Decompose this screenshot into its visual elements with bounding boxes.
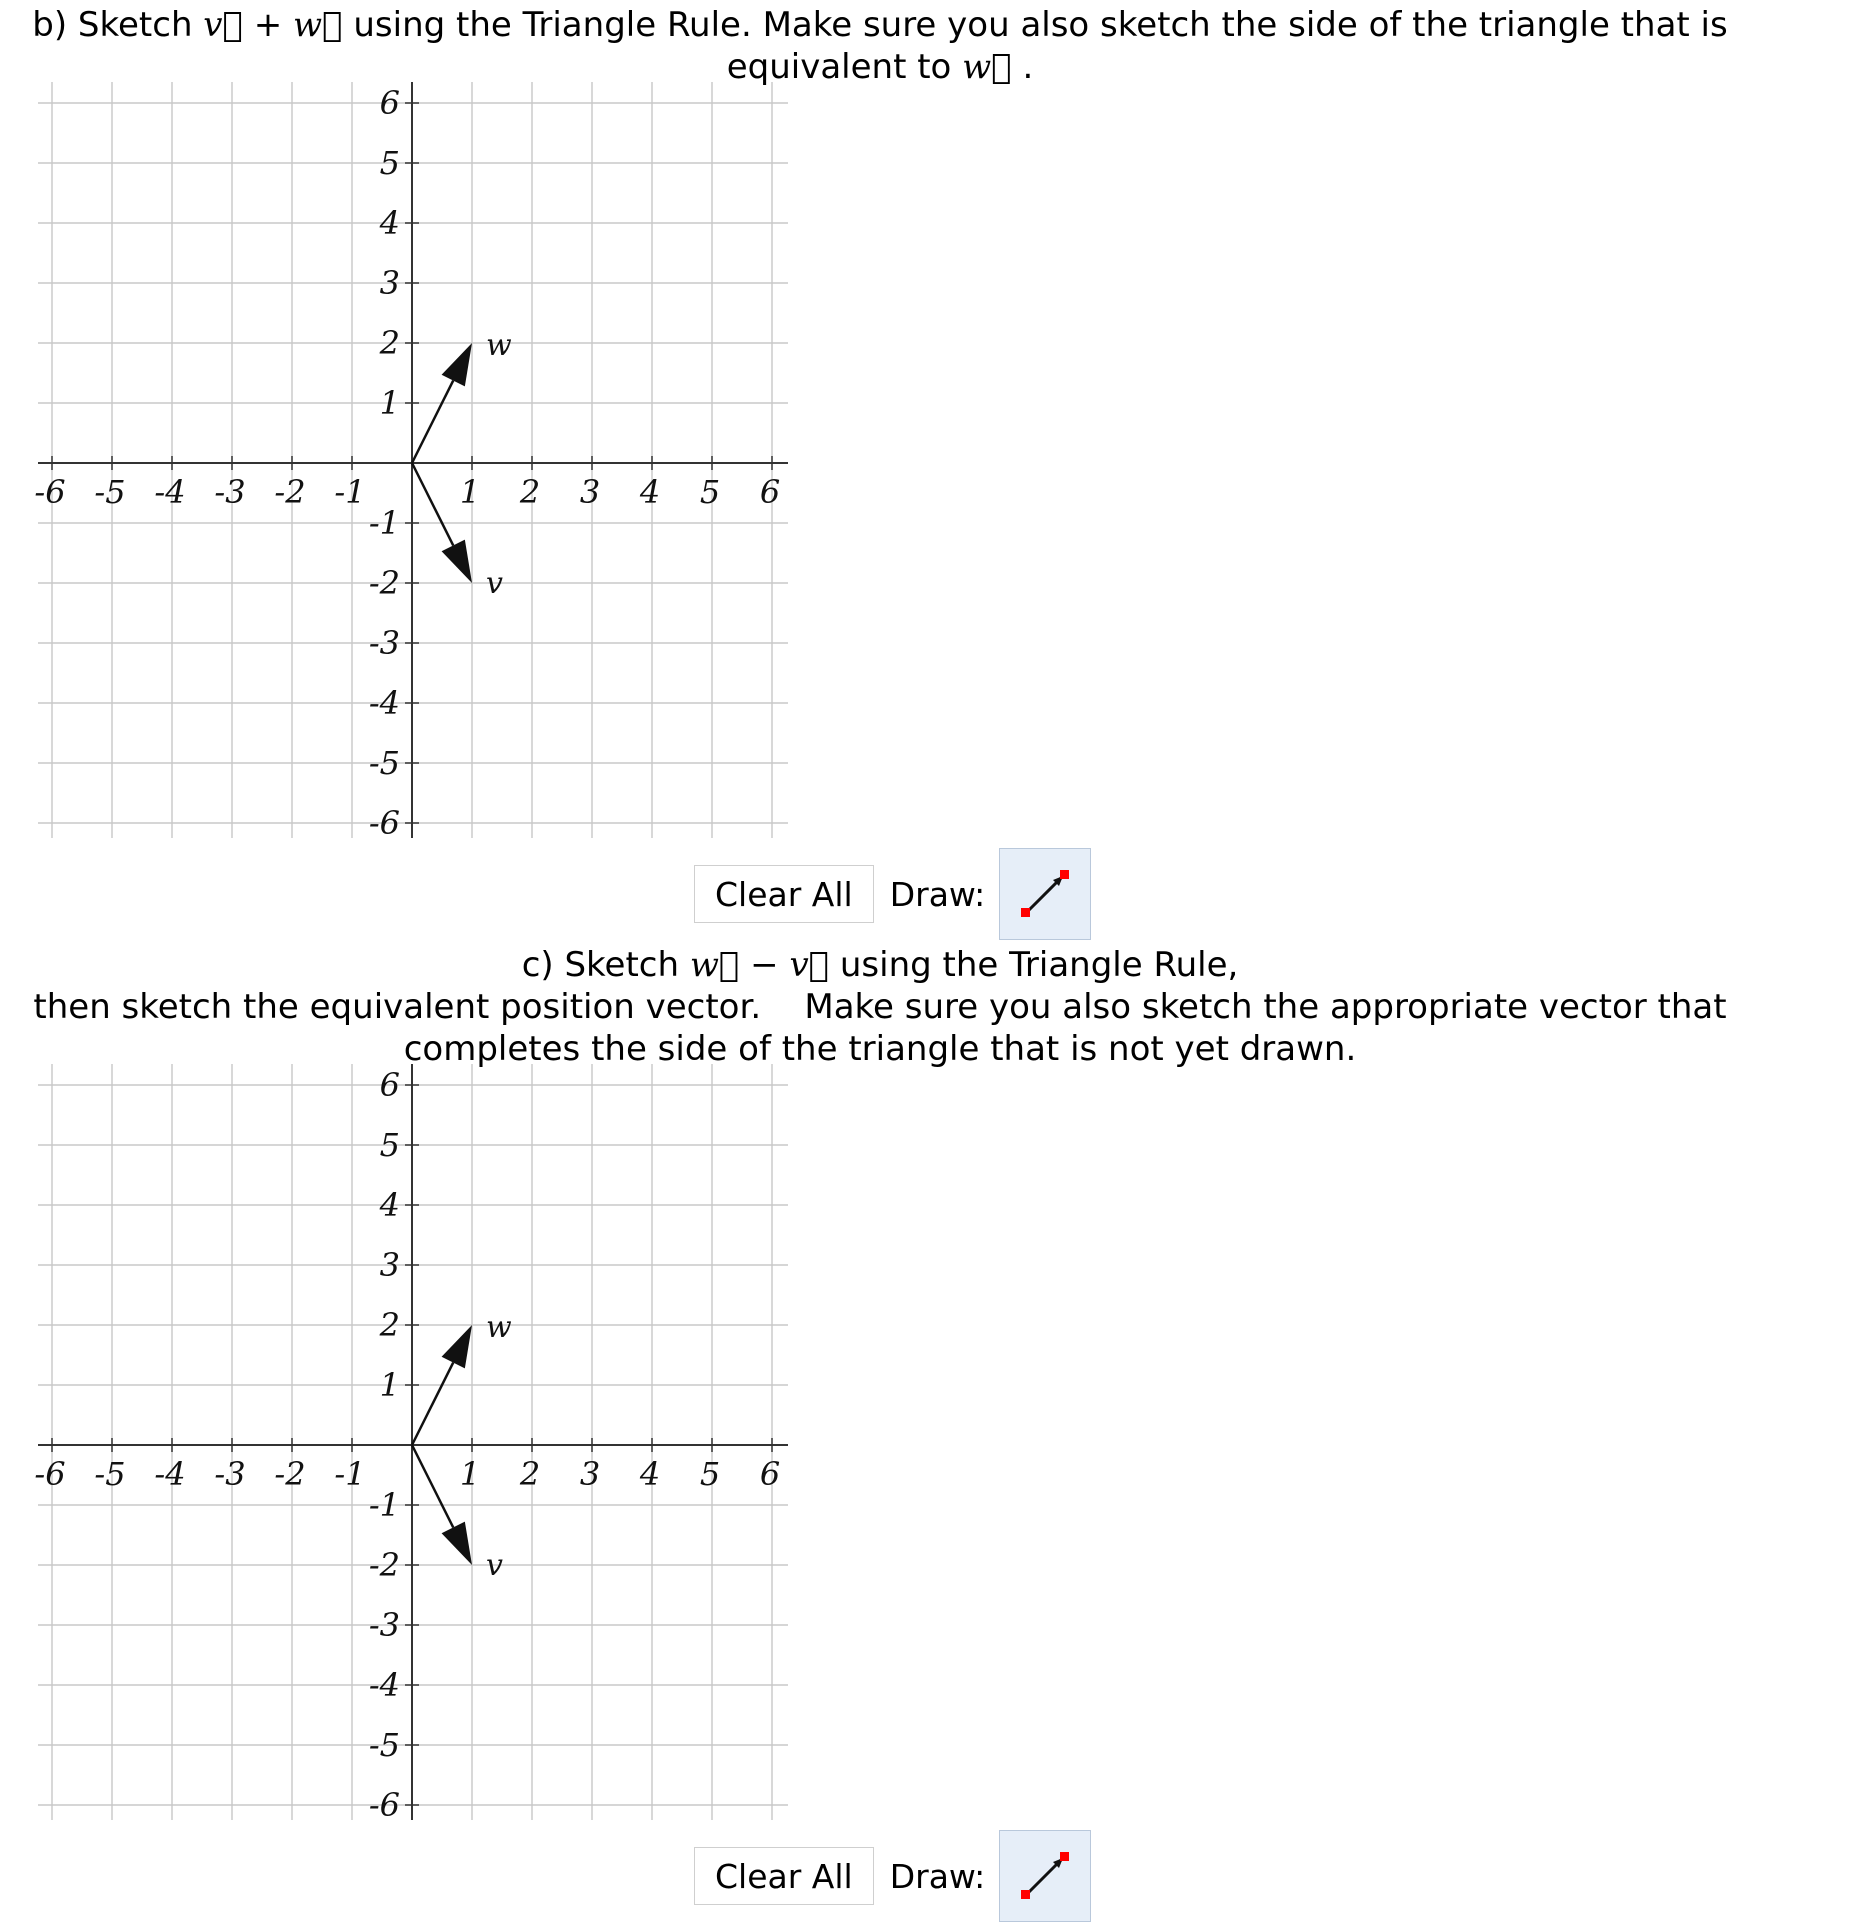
y-tick-label: -2 [368, 564, 400, 602]
question-c-text [0, 944, 1760, 1070]
y-tick-label: -3 [368, 1606, 400, 1644]
vector-v[interactable] [412, 463, 503, 601]
vector-v[interactable] [412, 1445, 503, 1583]
clear-all-button[interactable]: Clear All [694, 865, 874, 923]
y-tick-label: -5 [368, 1726, 400, 1764]
y-tick-label: 1 [379, 384, 400, 422]
y-tick-label: -2 [368, 1546, 400, 1584]
x-tick-label: -3 [214, 473, 246, 511]
vector-w-arrowhead [442, 343, 472, 386]
vector-w-arrowhead [442, 1325, 472, 1368]
y-tick-label: -4 [368, 684, 400, 722]
y-tick-label: -5 [368, 744, 400, 782]
x-tick-label: 5 [699, 473, 721, 511]
vector-v-arrowhead [442, 1522, 472, 1565]
vector-draw-tool-button[interactable] [999, 1830, 1091, 1922]
vector-v-shaft [412, 463, 453, 545]
vector-v-shaft [412, 1445, 453, 1527]
vector-tool-icon [1015, 864, 1075, 924]
draw-label: Draw: [889, 874, 986, 914]
x-tick-label: 6 [759, 473, 781, 511]
y-tick-label: 2 [379, 324, 400, 362]
vector-tool-icon [1015, 1846, 1075, 1906]
graph-c[interactable] [34, 1064, 788, 1824]
x-tick-label: 3 [579, 473, 601, 511]
y-tick-label: -6 [368, 804, 400, 842]
question-b-text [0, 4, 1760, 88]
y-tick-label: 6 [379, 1066, 400, 1104]
toolbar-c [694, 1830, 1091, 1922]
vector-w-shaft [412, 381, 453, 463]
y-tick-label: -1 [368, 1486, 400, 1524]
vector-v-symbol: v⃗ [789, 945, 830, 985]
y-tick-label: -1 [368, 504, 400, 542]
y-tick-label: 4 [379, 1186, 400, 1224]
vector-draw-tool-button[interactable] [999, 848, 1091, 940]
draw-label: Draw: [889, 1856, 986, 1896]
question-c-line-3: completes the side of the triangle that is not yet drawn. [403, 1029, 1357, 1069]
x-tick-label: 6 [759, 1455, 781, 1493]
graph-b[interactable] [34, 82, 788, 842]
y-tick-label: 3 [379, 264, 400, 302]
clear-all-button[interactable]: Clear All [694, 1847, 874, 1905]
x-tick-label: -2 [274, 1455, 306, 1493]
vector-w[interactable] [412, 1310, 512, 1445]
y-tick-label: -3 [368, 624, 400, 662]
vector-w-shaft [412, 1363, 453, 1445]
vector-v-label: v [486, 1548, 503, 1583]
vector-w-symbol: w⃗ [962, 47, 1012, 87]
y-tick-label: 2 [379, 1306, 400, 1344]
x-tick-label: 2 [519, 473, 541, 511]
x-tick-label: 1 [459, 473, 481, 511]
question-b-line-1: b) Sketch v⃗ + w⃗ using the Triangle Rule. Make sure you also sketch the side of the triangle that is [32, 5, 1728, 45]
vector-w-label: w [486, 328, 512, 363]
vector-w-symbol: w⃗ [689, 945, 740, 985]
x-tick-label: -5 [94, 1455, 126, 1493]
y-tick-label: 6 [379, 84, 400, 122]
x-tick-label: 3 [579, 1455, 601, 1493]
x-tick-label: -2 [274, 473, 306, 511]
x-tick-label: -3 [214, 1455, 246, 1493]
y-tick-label: 3 [379, 1246, 400, 1284]
question-c-line-2: then sketch the equivalent position vector. Make sure you also sketch the appropriate vector that [33, 987, 1727, 1027]
y-tick-label: 4 [379, 204, 400, 242]
vector-w[interactable] [412, 328, 512, 463]
vector-w-label: w [486, 1310, 512, 1345]
y-tick-label: 5 [379, 144, 400, 182]
x-tick-label: -6 [34, 1455, 66, 1493]
question-c-line-1: c) Sketch w⃗ − v⃗ using the Triangle Rule, [521, 945, 1239, 985]
x-tick-label: 1 [459, 1455, 481, 1493]
x-tick-label: -1 [334, 473, 366, 511]
x-tick-label: 2 [519, 1455, 541, 1493]
question-b-line-2: equivalent to w⃗ . [726, 47, 1034, 87]
x-tick-label: 4 [639, 1455, 661, 1493]
x-tick-label: -4 [154, 473, 186, 511]
y-tick-label: 5 [379, 1126, 400, 1164]
y-tick-label: -6 [368, 1786, 400, 1824]
coordinate-plane[interactable] [34, 1064, 788, 1824]
x-tick-label: 4 [639, 473, 661, 511]
vector-w-symbol: w⃗ [293, 5, 343, 45]
vector-v-label: v [486, 566, 503, 601]
toolbar-b [694, 848, 1091, 940]
x-tick-label: 5 [699, 1455, 721, 1493]
x-tick-label: -4 [154, 1455, 186, 1493]
x-tick-label: -5 [94, 473, 126, 511]
y-tick-label: 1 [379, 1366, 400, 1404]
vector-v-symbol: v⃗ [203, 5, 243, 45]
x-tick-label: -6 [34, 473, 66, 511]
x-tick-label: -1 [334, 1455, 366, 1493]
y-tick-label: -4 [368, 1666, 400, 1704]
coordinate-plane[interactable] [34, 82, 788, 842]
vector-v-arrowhead [442, 540, 472, 583]
